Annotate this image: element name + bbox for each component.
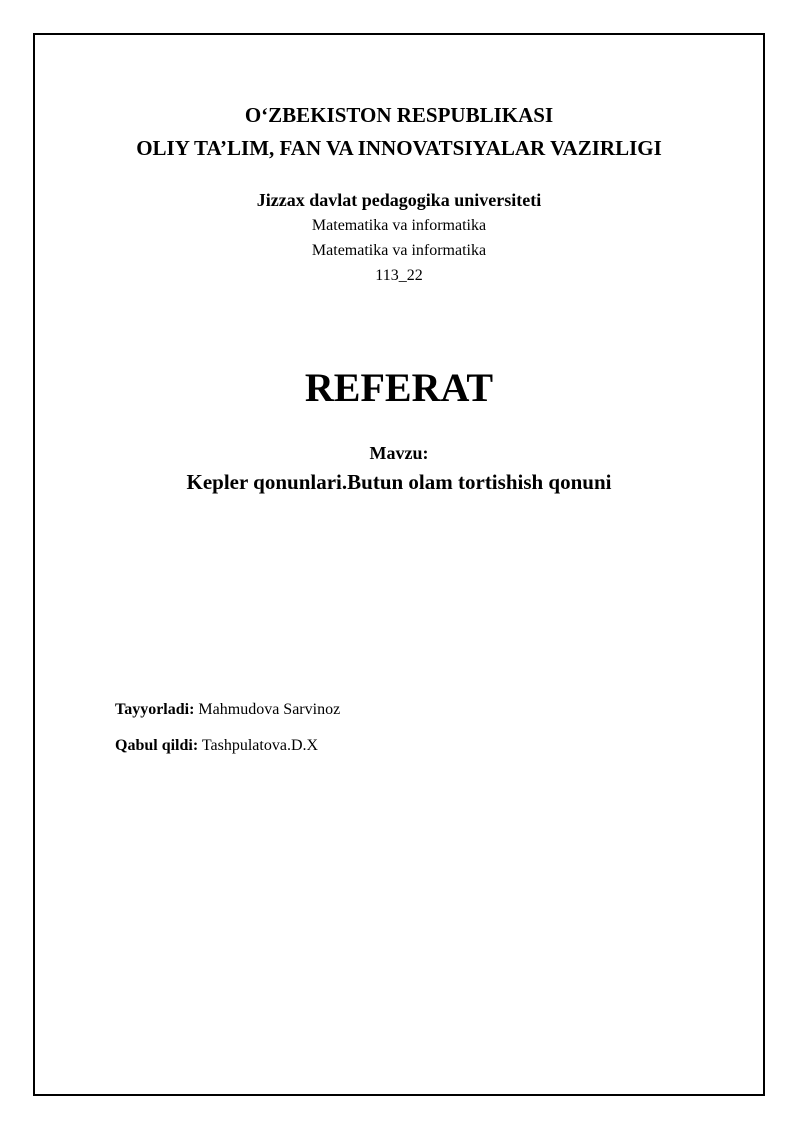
topic-text: Kepler qonunlari.Butun olam tortishish qonuni	[186, 470, 612, 494]
prepared-by-label: Tayyorladi:	[115, 701, 195, 718]
accepted-by-line	[115, 736, 318, 756]
prepared-by-name: Mahmudova Sarvinoz	[198, 701, 341, 718]
document-type-title: REFERAT	[304, 365, 494, 410]
country-title: O‘ZBEKISTON RESPUBLIKASI	[244, 103, 554, 127]
faculty-name: Matematika va informatika	[311, 217, 487, 234]
department-name: Matematika va informatika	[311, 242, 487, 259]
ministry-title: OLIY TA’LIM, FAN VA INNOVATSIYALAR VAZIRLIGI	[136, 136, 662, 160]
group-number: 113_22	[375, 267, 423, 284]
accepted-by-name: Tashpulatova.D.X	[201, 737, 319, 754]
university-name: Jizzax davlat pedagogika universiteti	[256, 190, 542, 210]
topic-label: Mavzu:	[369, 443, 429, 463]
accepted-by-label: Qabul qildi:	[115, 737, 199, 754]
prepared-by-line	[115, 700, 340, 720]
